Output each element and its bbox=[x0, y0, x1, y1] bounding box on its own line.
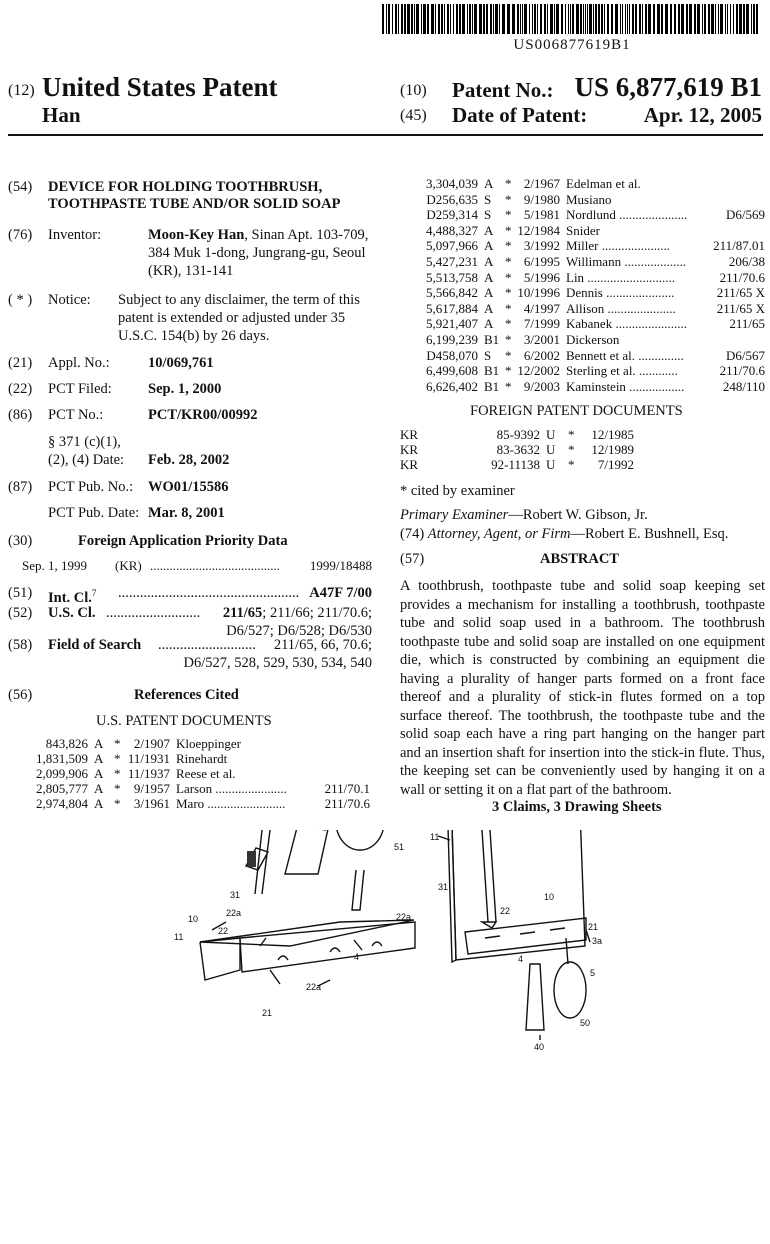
us-ref-right-row bbox=[400, 270, 765, 286]
label-r4: 4 bbox=[518, 954, 524, 964]
examiner-label: Primary Examiner bbox=[400, 507, 509, 523]
foreign-ref-row bbox=[400, 442, 650, 457]
notice-line-1: Subject to any disclaimer, the term of this bbox=[118, 292, 360, 308]
us-ref-right-kind: A bbox=[484, 269, 494, 285]
us-ref-right-star: * bbox=[505, 347, 512, 363]
us-ref-right-name: Musiano bbox=[566, 191, 612, 207]
label-r40: 40 bbox=[534, 1042, 545, 1052]
us-ref-right-no: D256,635 bbox=[426, 191, 478, 207]
label-r11: 11 bbox=[430, 832, 440, 842]
us-ref-right-cls: 211/65 bbox=[729, 316, 765, 332]
us-ref-right-row bbox=[400, 223, 765, 239]
us-ref-right-row bbox=[400, 176, 765, 192]
date-label: Date of Patent: bbox=[452, 103, 588, 127]
label-10: 10 bbox=[188, 914, 199, 924]
abstract-text: A toothbrush, toothpaste tube and solid soap keeping set provides a mechanism for installing a toothbrush, toothpaste tube and solid soap used in a bathroom. The toothbrush toothpaste tube and solid soap are installed on one equipment die, which is constructed by combining an equipment die having a plurality of hanger parts formed on a front face thereof and a plurality of stick-in flutes formed on a top surface thereof. The toothbrush, the toothpaste tube and the solid soap each have a ring part hanging on the hanger part and an insertion shaft for insertion into the stick-in flute. Thus, the keeping set can be conveniently used by hanging it on a wall or setting it on a flat part of the bathroom. bbox=[400, 578, 765, 798]
us-ref-date: 2/1907 bbox=[133, 736, 170, 751]
us-ref-row bbox=[8, 751, 370, 766]
us-ref-right-name: Miller ..................... bbox=[566, 238, 670, 254]
us-ref-right-star: * bbox=[505, 378, 512, 394]
us-ref-right-cls: 211/65 X bbox=[716, 300, 765, 316]
us-ref-kind: A bbox=[94, 781, 104, 796]
us-ref-cls: 211/70.1 bbox=[324, 781, 370, 796]
header-rule bbox=[8, 134, 763, 136]
inventor-address-2: 384 Muk 1-dong, Jungrang-gu, Seoul bbox=[148, 245, 366, 261]
label-r22: 22 bbox=[500, 906, 511, 916]
us-ref-right-star: * bbox=[505, 207, 512, 223]
us-ref-right-date: 6/1995 bbox=[523, 254, 560, 269]
us-ref-date: 3/1961 bbox=[133, 796, 170, 811]
foreign-ref-kind: U bbox=[546, 457, 556, 472]
us-ref-name: Rinehardt bbox=[176, 751, 228, 766]
us-ref-right-no: 6,499,608 bbox=[426, 363, 478, 379]
us-ref-right-row bbox=[400, 301, 765, 317]
us-ref-right-date: 9/2003 bbox=[523, 378, 560, 394]
uscl-line-1 bbox=[223, 604, 372, 622]
base-front bbox=[240, 922, 415, 972]
us-ref-right-cls: D6/567 bbox=[726, 347, 765, 363]
us-ref-star: * bbox=[114, 781, 121, 796]
intcl-value: A47F 7/00 bbox=[309, 585, 372, 601]
foreign-ref-kind: U bbox=[546, 427, 556, 442]
us-ref-right-name: Kabanek ...................... bbox=[566, 316, 687, 332]
us-ref-right-no: 5,566,842 bbox=[426, 285, 478, 301]
us-ref-right-kind: S bbox=[484, 347, 492, 363]
us-ref-date: 11/1931 bbox=[127, 751, 170, 766]
us-ref-cls: 211/70.6 bbox=[324, 796, 370, 811]
patent-number: US 6,877,619 B1 bbox=[574, 72, 762, 102]
code-30: (30) bbox=[8, 533, 33, 549]
us-ref-right-kind: A bbox=[484, 300, 494, 316]
notice-label: Notice: bbox=[48, 292, 91, 308]
foreign-ref-star: * bbox=[568, 442, 575, 457]
foreign-ref-star: * bbox=[568, 457, 575, 472]
us-ref-right-kind: A bbox=[484, 285, 494, 301]
inventor-address-1: , Sinan Apt. 103-709, bbox=[244, 227, 369, 243]
us-docs-title: U.S. PATENT DOCUMENTS bbox=[96, 713, 272, 729]
us-ref-right-cls: 211/65 X bbox=[716, 285, 765, 301]
us-ref-right-star: * bbox=[505, 176, 512, 191]
title-line-1: DEVICE FOR HOLDING TOOTHBRUSH, bbox=[48, 179, 323, 195]
us-ref-right-cls: D6/569 bbox=[726, 207, 765, 223]
field-label: Field of Search bbox=[48, 637, 142, 653]
us-ref-right-date: 3/1992 bbox=[523, 238, 560, 254]
us-ref-right-star: * bbox=[505, 363, 512, 379]
claims-summary: 3 Claims, 3 Drawing Sheets bbox=[492, 799, 662, 815]
us-ref-row bbox=[8, 796, 370, 811]
us-ref-right-cls: 248/110 bbox=[722, 378, 765, 394]
uscl-label: U.S. Cl. bbox=[48, 605, 96, 621]
us-ref-right-kind: B1 bbox=[484, 378, 500, 394]
pub-date-label: PCT Pub. Date: bbox=[48, 505, 140, 521]
us-ref-right-date: 5/1996 bbox=[523, 269, 560, 285]
us-ref-right-no: 6,626,402 bbox=[426, 378, 478, 394]
code-57: (57) bbox=[400, 551, 425, 567]
us-ref-right-kind: A bbox=[484, 238, 494, 254]
uscl-main: 211/65 bbox=[222, 605, 263, 621]
primary-examiner bbox=[400, 506, 648, 524]
us-ref-right-star: * bbox=[505, 285, 512, 301]
us-ref-star: * bbox=[114, 796, 121, 811]
label-4: 4 bbox=[354, 952, 360, 962]
us-ref-row bbox=[8, 781, 370, 796]
us-ref-right-star: * bbox=[505, 238, 512, 254]
us-ref-right-name: Kaminstein ................. bbox=[566, 378, 685, 394]
code-52: (52) bbox=[8, 605, 33, 621]
attorney-label: Attorney, Agent, or Firm bbox=[427, 526, 571, 542]
foreign-ref-country: KR bbox=[400, 457, 419, 472]
intcl-sup: 7 bbox=[91, 588, 97, 598]
patent-drawing bbox=[0, 830, 770, 1240]
label-r21: 21 bbox=[588, 922, 599, 932]
us-ref-right-date: 9/1980 bbox=[523, 191, 560, 207]
us-ref-name: Larson ...................... bbox=[176, 781, 287, 796]
us-ref-right-row bbox=[400, 238, 765, 254]
us-ref-right-row bbox=[400, 285, 765, 301]
code-74: (74) bbox=[400, 526, 425, 542]
intcl-label: Int. Cl. bbox=[48, 589, 92, 606]
priority-title: Foreign Application Priority Data bbox=[78, 533, 288, 549]
priority-leader: ........................................ bbox=[150, 558, 280, 573]
us-ref-right-date: 5/1981 bbox=[523, 207, 560, 223]
us-ref-star: * bbox=[114, 736, 121, 751]
us-ref-right-date: 2/1967 bbox=[523, 176, 560, 191]
us-ref-right-name: Sterling et al. ............ bbox=[566, 363, 678, 379]
us-ref-date: 11/1937 bbox=[127, 766, 170, 781]
code-56: (56) bbox=[8, 687, 33, 703]
pub-no-label: PCT Pub. No.: bbox=[48, 479, 134, 495]
us-ref-right-no: 5,513,758 bbox=[426, 269, 478, 285]
examiner-name: —Robert W. Gibson, Jr. bbox=[508, 507, 648, 523]
uscl-leader: .......................... bbox=[106, 605, 201, 621]
foreign-ref-no: 85-9392 bbox=[496, 427, 540, 442]
us-ref-right-row bbox=[400, 332, 765, 348]
us-ref-date: 9/1957 bbox=[133, 781, 170, 796]
base-left bbox=[200, 938, 240, 980]
us-ref-right-row bbox=[400, 207, 765, 223]
label-22a-right: 22a bbox=[396, 912, 412, 922]
inventor-short: Han bbox=[42, 103, 81, 127]
us-ref-right-date: 4/1997 bbox=[523, 300, 560, 316]
us-ref-right-row bbox=[400, 363, 765, 379]
foreign-docs-title: FOREIGN PATENT DOCUMENTS bbox=[470, 403, 683, 419]
code-10: (10) bbox=[400, 82, 427, 99]
document-kind-title: United States Patent bbox=[42, 72, 278, 102]
label-11: 11 bbox=[174, 932, 184, 942]
us-ref-right-kind: A bbox=[484, 254, 494, 269]
foreign-ref-row bbox=[400, 457, 650, 472]
pub-number: WO01/15586 bbox=[148, 479, 229, 495]
references-title: References Cited bbox=[134, 687, 239, 703]
base-top bbox=[200, 920, 414, 946]
us-ref-right-cls: 206/38 bbox=[728, 254, 765, 269]
us-ref-right-star: * bbox=[505, 332, 512, 347]
field-leader: ........................... bbox=[158, 637, 256, 653]
us-ref-right-kind: A bbox=[484, 176, 494, 191]
us-ref-right-no: 5,617,884 bbox=[426, 300, 478, 316]
code-notice: ( * ) bbox=[8, 292, 33, 308]
us-ref-star: * bbox=[114, 766, 121, 781]
us-ref-no: 1,831,509 bbox=[36, 751, 88, 766]
us-ref-right-date: 10/1996 bbox=[517, 285, 560, 301]
us-ref-right-cls: 211/70.6 bbox=[719, 269, 765, 285]
us-ref-name: Kloeppinger bbox=[176, 736, 241, 751]
label-r3a: 3a bbox=[592, 936, 603, 946]
uscl-rest: ; 211/66; 211/70.6; bbox=[262, 605, 372, 621]
priority-date: Sep. 1, 1999 bbox=[22, 558, 87, 573]
code-12: (12) bbox=[8, 82, 35, 99]
us-ref-right-kind: A bbox=[484, 316, 494, 332]
us-ref-right-kind: B1 bbox=[484, 332, 500, 347]
notice-line-2: patent is extended or adjusted under 35 bbox=[118, 310, 346, 326]
soap bbox=[336, 830, 384, 850]
title-line-2: TOOTHPASTE TUBE AND/OR SOLID SOAP bbox=[48, 196, 341, 212]
us-ref-name: Reese et al. bbox=[176, 766, 236, 781]
us-ref-kind: A bbox=[94, 736, 104, 751]
us-ref-right-date: 12/2002 bbox=[517, 363, 560, 379]
inventor-line-1 bbox=[148, 226, 368, 244]
cited-note: * cited by examiner bbox=[400, 483, 515, 499]
us-ref-star: * bbox=[114, 751, 121, 766]
label-22: 22 bbox=[218, 926, 229, 936]
label-22a-bottom: 22a bbox=[306, 982, 322, 992]
us-ref-name: Maro ........................ bbox=[176, 796, 286, 811]
us-ref-right-name: Dickerson bbox=[566, 332, 620, 347]
code-22: (22) bbox=[8, 381, 33, 397]
field-line-2: D6/527, 528, 529, 530, 534, 540 bbox=[183, 655, 372, 671]
us-ref-right-row bbox=[400, 348, 765, 364]
us-ref-right-kind: B1 bbox=[484, 363, 500, 379]
pct-number: PCT/KR00/00992 bbox=[148, 407, 258, 423]
us-ref-right-no: 5,097,966 bbox=[426, 238, 478, 254]
foreign-ref-date: 7/1992 bbox=[597, 457, 634, 472]
label-22a: 22a bbox=[226, 908, 242, 918]
us-ref-right-no: 3,304,039 bbox=[426, 176, 478, 191]
code-76: (76) bbox=[8, 227, 33, 243]
s371-date: Feb. 28, 2002 bbox=[148, 452, 230, 468]
code-51: (51) bbox=[8, 585, 33, 601]
pct-filed-date: Sep. 1, 2000 bbox=[148, 381, 222, 397]
priority-country: (KR) bbox=[115, 558, 142, 573]
us-ref-right-name: Snider bbox=[566, 222, 600, 238]
us-ref-right-row bbox=[400, 192, 765, 208]
us-ref-right-no: 5,921,407 bbox=[426, 316, 478, 332]
label-31: 31 bbox=[230, 890, 241, 900]
inventor-label: Inventor: bbox=[48, 227, 102, 243]
appl-number: 10/069,761 bbox=[148, 355, 214, 371]
us-ref-right-no: D458,070 bbox=[426, 347, 478, 363]
foreign-ref-kind: U bbox=[546, 442, 556, 457]
us-ref-right-kind: A bbox=[484, 222, 494, 238]
us-ref-right-star: * bbox=[505, 316, 512, 332]
us-ref-right-date: 3/2001 bbox=[523, 332, 560, 347]
us-ref-right-row bbox=[400, 316, 765, 332]
us-ref-right-name: Dennis ..................... bbox=[566, 285, 675, 301]
us-ref-no: 2,974,804 bbox=[36, 796, 88, 811]
us-ref-right-star: * bbox=[505, 300, 512, 316]
pct-no-label: PCT No.: bbox=[48, 407, 104, 423]
label-r50: 50 bbox=[580, 1018, 591, 1028]
us-ref-no: 843,826 bbox=[45, 736, 88, 751]
s371-line-1: § 371 (c)(1), bbox=[48, 434, 121, 450]
code-54: (54) bbox=[8, 179, 33, 195]
foreign-ref-no: 92-11138 bbox=[491, 457, 540, 472]
pct-filed-label: PCT Filed: bbox=[48, 381, 112, 397]
foreign-ref-date: 12/1989 bbox=[591, 442, 634, 457]
us-ref-right-no: 5,427,231 bbox=[426, 254, 478, 269]
foreign-ref-country: KR bbox=[400, 442, 419, 457]
us-ref-right-row bbox=[400, 379, 765, 395]
barcode-number: US006877619B1 bbox=[513, 37, 631, 53]
us-ref-right-star: * bbox=[505, 222, 512, 238]
us-ref-right-name: Nordlund ..................... bbox=[566, 207, 688, 223]
notice-line-3: U.S.C. 154(b) by 26 days. bbox=[118, 328, 270, 344]
wall-board bbox=[452, 830, 585, 960]
us-ref-right-name: Edelman et al. bbox=[566, 176, 641, 191]
label-51: 51 bbox=[394, 842, 405, 852]
pub-date: Mar. 8, 2001 bbox=[148, 505, 225, 521]
us-ref-right-star: * bbox=[505, 269, 512, 285]
us-ref-right-name: Bennett et al. .............. bbox=[566, 347, 684, 363]
us-ref-right-date: 12/1984 bbox=[517, 222, 560, 238]
us-ref-right-name: Willimann ................... bbox=[566, 254, 687, 269]
foreign-ref-date: 12/1985 bbox=[591, 427, 634, 442]
inventor-name: Moon-Key Han bbox=[148, 227, 245, 243]
attorney bbox=[400, 525, 728, 543]
us-ref-right-cls: 211/70.6 bbox=[719, 363, 765, 379]
us-ref-right-no: 4,488,327 bbox=[426, 222, 478, 238]
us-ref-kind: A bbox=[94, 751, 104, 766]
toothpaste-tube bbox=[285, 830, 330, 874]
code-21: (21) bbox=[8, 355, 33, 371]
label-21: 21 bbox=[262, 1008, 273, 1018]
attorney-name: —Robert E. Bushnell, Esq. bbox=[570, 526, 729, 542]
abstract-title: ABSTRACT bbox=[540, 551, 619, 567]
inventor-address-3: (KR), 131-141 bbox=[148, 263, 234, 279]
s371-line-2: (2), (4) Date: bbox=[48, 452, 125, 468]
us-ref-row bbox=[8, 736, 370, 751]
us-ref-right-date: 7/1999 bbox=[523, 316, 560, 332]
patent-date: Apr. 12, 2005 bbox=[643, 103, 762, 127]
uscl-line-2: D6/527; D6/528; D6/530 bbox=[226, 623, 372, 639]
foreign-ref-star: * bbox=[568, 427, 575, 442]
appl-label: Appl. No.: bbox=[48, 355, 110, 371]
foreign-ref-row bbox=[400, 427, 650, 442]
patent-no-label: Patent No.: bbox=[452, 78, 554, 102]
code-87: (87) bbox=[8, 479, 33, 495]
us-ref-row bbox=[8, 766, 370, 781]
us-ref-no: 2,805,777 bbox=[36, 781, 88, 796]
us-ref-right-name: Allison ..................... bbox=[566, 300, 676, 316]
us-ref-right-cls: 211/87.01 bbox=[713, 238, 765, 254]
code-86: (86) bbox=[8, 407, 33, 423]
us-ref-no: 2,099,906 bbox=[36, 766, 88, 781]
us-ref-right-date: 6/2002 bbox=[523, 347, 560, 363]
us-ref-right-no: D259,314 bbox=[426, 207, 478, 223]
us-ref-right-kind: S bbox=[484, 191, 492, 207]
foreign-ref-no: 83-3632 bbox=[496, 442, 540, 457]
code-58: (58) bbox=[8, 637, 33, 653]
us-ref-right-no: 6,199,239 bbox=[426, 332, 478, 347]
us-ref-right-kind: S bbox=[484, 207, 492, 223]
us-ref-kind: A bbox=[94, 796, 104, 811]
intcl-leader: .................................................. bbox=[118, 585, 300, 601]
us-ref-right-row bbox=[400, 254, 765, 270]
us-ref-right-star: * bbox=[505, 254, 512, 269]
label-r10: 10 bbox=[544, 892, 555, 902]
label-r31: 31 bbox=[438, 882, 449, 892]
foreign-ref-country: KR bbox=[400, 427, 419, 442]
code-45: (45) bbox=[400, 107, 427, 124]
us-ref-right-name: Lin ........................... bbox=[566, 269, 676, 285]
label-r5: 5 bbox=[590, 968, 596, 978]
us-ref-right-star: * bbox=[505, 191, 512, 207]
us-ref-kind: A bbox=[94, 766, 104, 781]
priority-number: 1999/18488 bbox=[309, 558, 372, 573]
field-line-1: 211/65, 66, 70.6; bbox=[273, 637, 372, 653]
barcode bbox=[382, 4, 762, 34]
